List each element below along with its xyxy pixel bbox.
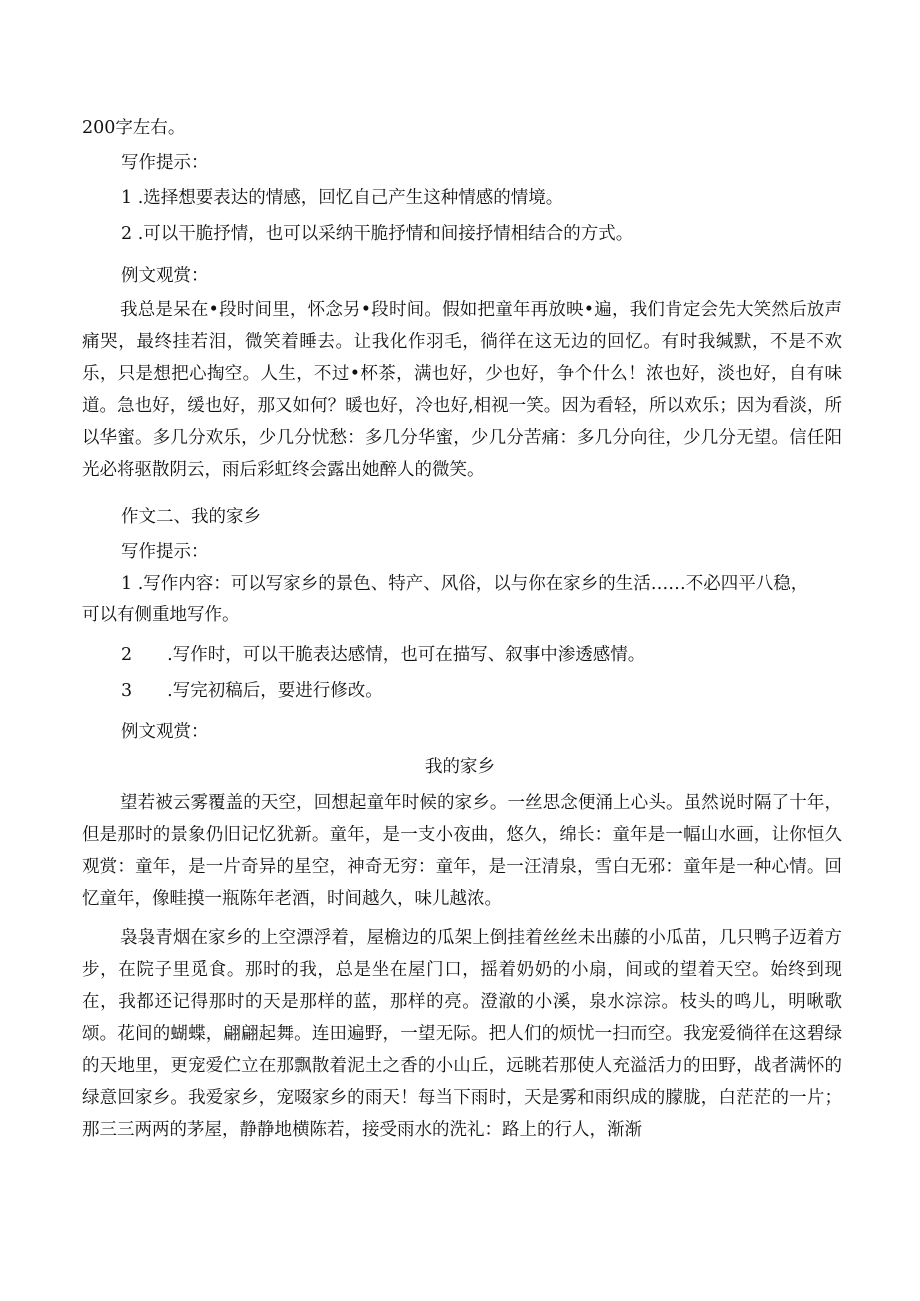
essay-paragraph-1: 望若被云雾覆盖的天空，回想起童年时候的家乡。一丝思念便涌上心头。虽然说时隔了十年，但是那时的景象仍旧记忆犹新。童年，是一支小夜曲，悠久，绵长：童年是一幅山水画，让你恒久观赏：童年，是一片奇异的星空，神奇无穷：童年，是一汪清泉，雪白无邪：童年是一种心情。回忆童年，像畦摸一瓶陈年老酒，时间越久，味儿越浓。 bbox=[82, 793, 842, 909]
essay-2-heading: 作文二、我的家乡 bbox=[121, 507, 261, 527]
tip-2-1: 1 .写作内容：可以写家乡的景色、特产、风俗，以与你在家乡的生活……不必四平八稳， bbox=[121, 574, 809, 594]
tip-1-1: 1 .选择想要表达的情感，回忆自己产生这种情感的情境。 bbox=[121, 188, 564, 208]
tip-1-2: 2 .可以干脆抒情，也可以采纳干脆抒情和间接抒情相结合的方式。 bbox=[121, 224, 634, 244]
essay-paragraph-2: 袅袅青烟在家乡的上空漂浮着，屋檐边的瓜架上倒挂着丝丝未出藤的小瓜苗，几只鸭子迈着方步，在院子里觅食。那时的我，总是坐在屋门口，摇着奶奶的小扇，间或的望着天空。始终到现在，我都还记得那时的天是那样的蓝，那样的亮。澄澈的小溪，泉水淙淙。枝头的鸣儿，明啾歌颂。花间的蝴蝶，翩翩起舞。连田遍野，一望无际。把人们的烦忧一扫而空。我宠爱徜徉在这碧绿的天地里，更宠爱伫立在那飘散着泥土之香的小山丘，远眺若那使人充溢活力的田野，战者满怀的绿意回家乡。我爱家乡，宠啜家乡的雨天！每当下雨时，天是雾和雨织成的朦胧，白茫茫的一片；那三三两两的茅屋，静静地横陈若，接受雨水的洗礼：路上的行人，渐渐 bbox=[82, 928, 842, 1140]
example-heading-1: 例文观赏： bbox=[121, 266, 209, 286]
tip-2-3: 3 .写完初稿后，要进行修改。 bbox=[121, 681, 383, 701]
writing-tips-heading-1: 写作提示： bbox=[121, 153, 209, 173]
intro-line-word-count: 200字左右。 bbox=[82, 118, 186, 138]
example-heading-2: 例文观赏： bbox=[121, 722, 209, 742]
example-paragraph-1: 我总是呆在•段时间里，怀念另•段时间。假如把童年再放映•遍，我们肯定会先大笑然后放声痛哭，最终挂若泪，微笑着睡去。让我化作羽毛，徜徉在这无边的回忆。有时我缄默，不是不欢乐，只是想把心掏空。人生，不过•杯茶，满也好，少也好，争个什么！浓也好，淡也好，自有味道。急也好，缓也好，那又如何？暖也好，冷也好,相视一笑。因为看轻，所以欢乐；因为看淡，所以华蜜。多几分欢乐，少几分忧愁：多几分华蜜，少几分苦痛：多几分向往，少几分无望。信任阳光必将驱散阴云，雨后彩虹终会露出她醉人的微笑。 bbox=[82, 300, 842, 480]
writing-tips-heading-2: 写作提示： bbox=[121, 542, 209, 562]
tip-2-1-continued: 可以有侧重地写作。 bbox=[82, 605, 240, 625]
essay-title: 我的家乡 bbox=[425, 757, 495, 777]
tip-2-2: 2 .写作时，可以干脆表达感情，也可在描写、叙事中渗透感情。 bbox=[121, 645, 646, 665]
